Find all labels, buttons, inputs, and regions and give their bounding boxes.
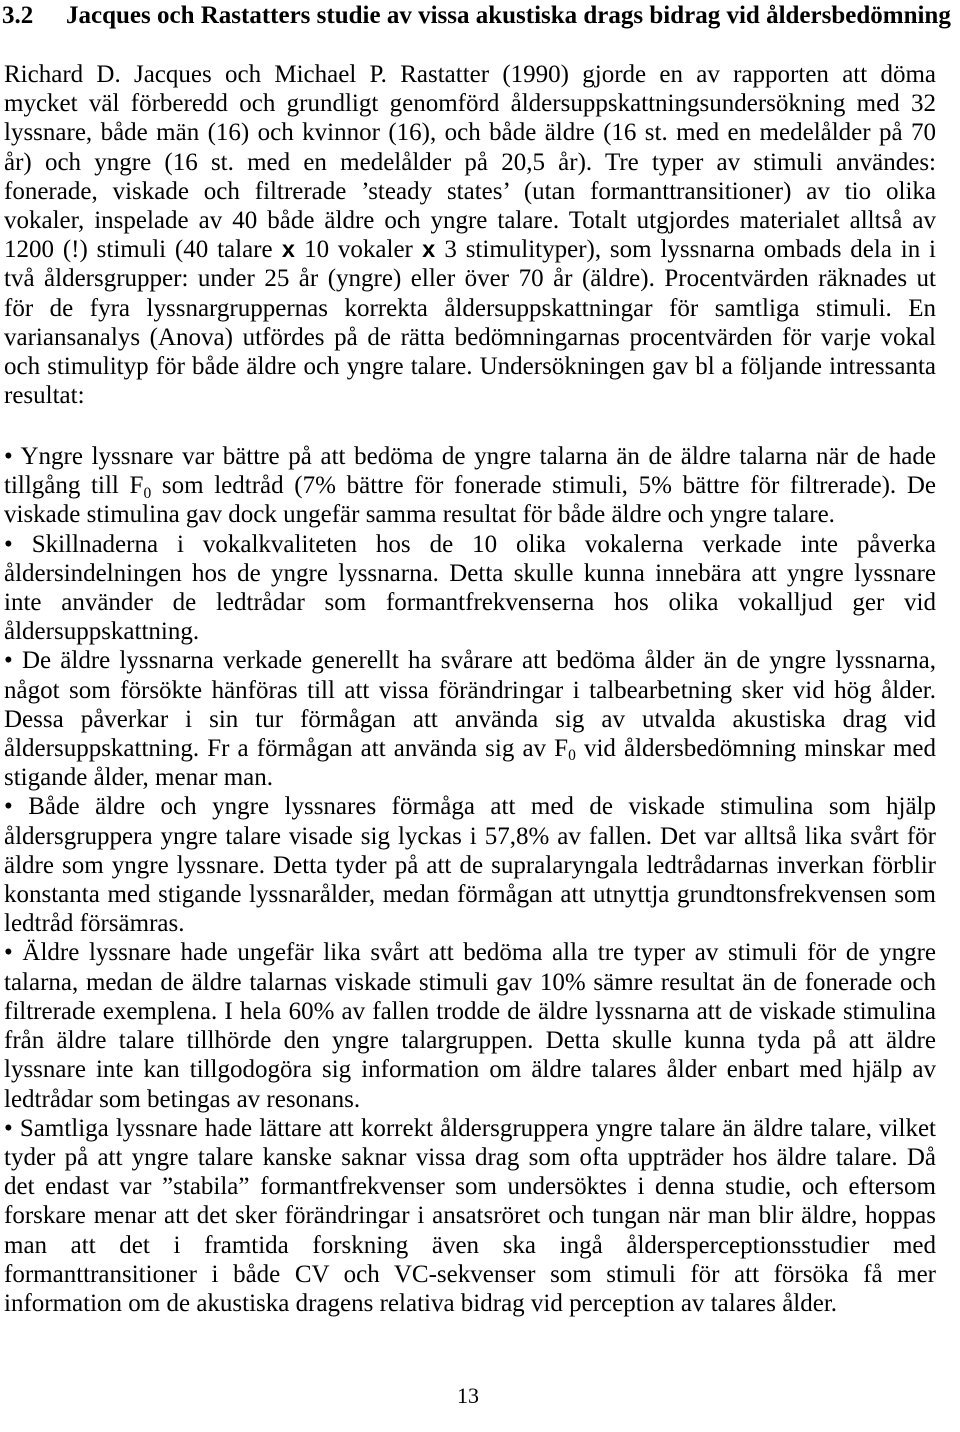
line-text: man att det i framtida forskning även ska ingå åldersperceptionsstudier med [4,1231,936,1259]
text-line [4,1289,936,1318]
line-text: resultat: [4,382,85,410]
line-text: 3 stimulityper), som lyssnarna ombads dela in i [435,236,936,264]
text-line [4,1172,936,1201]
line-text: Dessa påverkar i sin tur förmågan att använda sig av utvalda akustiska drag vid [4,705,936,733]
line-text: något som försökte hänföras till att vissa förändringar i talbearbetning sker vid hög ålder. [4,676,936,704]
section-title: Jacques och Rastatters studie av vissa akustiska drags bidrag vid åldersbedömning [66,2,951,29]
line-text: talarna, medan de äldre talarnas viskade stimuli gav 10% sämre resultat än de fonerade och [4,968,936,996]
text-line [4,323,936,352]
line-text: åldersuppskattning. [4,618,200,646]
text-line [4,148,936,177]
text-line [4,1201,936,1230]
bullet-item [4,792,936,938]
line-text: tyder på att yngre talare kanske saknar vissa drag som ofta uppträder hos äldre talare. Då [4,1143,936,1171]
line-text: år) och yngre (16 st. med en medelålder på 20,5 år). Tre typer av stimuli användes: [4,148,936,176]
line-text: vokaler, inspelade av 40 både äldre och yngre talare. Totalt utgjordes materialet alltså av [4,207,936,235]
text-line [4,1085,936,1114]
text-line [4,264,936,293]
line-text: ledtråd försämras. [4,910,185,938]
text-line [4,1026,936,1055]
line-text: lyssnare, både män (16) och kvinnor (16), och både äldre (16 st. med en medelålder på 70 [4,119,936,147]
text-line [4,938,936,967]
line-text: stigande ålder, menar man. [4,764,274,792]
text-line [4,646,936,675]
text-line [4,909,936,938]
text-line [4,89,936,118]
text-line [4,177,936,206]
multiplication-sign: x [421,238,436,265]
line-text: formanttransitioner i både CV och VC-sekvenser som stimuli för att försöka få mer [4,1260,936,1288]
line-text: två åldersgrupper: under 25 år (yngre) eller över 70 år (äldre). Procentvärden räknades ut [4,265,936,293]
line-text: filtrerade exemplena. I hela 60% av fallen trodde de äldre lyssnarna att de viskade stimulina [4,997,936,1025]
text-line [4,705,936,734]
text-line [4,206,936,235]
paragraph [4,60,936,410]
line-text: som ledtråd (7% bättre för fonerade stimuli, 5% bättre för filtrerade). De [151,472,936,500]
line-text: 1200 (!) stimuli (40 talare [4,236,282,264]
line-text: De äldre lyssnarna verkade generellt ha svårare att bedöma ålder än de yngre lyssnarna, [21,647,936,675]
section-heading [0,1,960,31]
text-line [4,500,936,529]
text-line [4,1114,936,1143]
bullet-item [4,530,936,647]
bullet-icon: • [4,793,13,821]
text-line [4,442,936,471]
bullet-item [4,442,936,530]
line-text: Både äldre och yngre lyssnares förmåga att med de viskade stimulina som hjälp [28,793,937,821]
text-line [4,471,936,500]
subscript-text: 0 [568,747,576,765]
line-text: åldersgruppera yngre talare visade sig lyckas i 57,8% av fallen. Det var alltså lika svårt för [4,822,936,850]
bullet-icon: • [4,443,13,471]
line-text: det endast var ”stabila” formantfrekvenser som undersöktes i denna studie, och eftersom [4,1173,936,1201]
multiplication-sign: x [281,238,296,265]
text-line [4,118,936,147]
bullet-icon: • [4,530,13,558]
text-line [4,1055,936,1084]
text-line [4,734,936,763]
line-text: från äldre talare tillhörde den yngre talargruppen. Detta skulle kunna tyda på att äldre [4,1027,936,1055]
text-line [4,381,936,410]
line-text: information om de akustiska dragens relativa bidrag vid perception av talares ålder. [4,1289,838,1317]
section-number: 3.2 [2,2,34,29]
line-text: inte använder de ledtrådar som formantfrekvenserna hos olika vokalljud ger vid [4,589,936,617]
line-text: vid åldersbedömning minskar med [575,735,936,763]
line-text: lyssnare inte kan tillgodogöra sig information om äldre talares ålder enbart med hjälp av [4,1056,936,1084]
line-text: och stimulityp för både äldre och yngre talare. Undersökningen gav bl a följande intressanta [4,353,936,381]
text-line [4,676,936,705]
line-text: Äldre lyssnare hade ungefär lika svårt att bedöma alla tre typer av stimuli för de yngre [22,939,936,967]
line-text: äldre som yngre lyssnare. Detta tyder på att de supralaryngala ledtrådarnas inverkan förblir [4,851,936,879]
text-line [4,763,936,792]
text-line [4,792,936,821]
line-text: för de fyra lyssnargruppernas korrekta åldersuppskattningar för samtliga stimuli. En [4,294,936,322]
bullet-item [4,938,936,1113]
line-text: viskade stimulina gav dock ungefär samma resultat för både äldre och yngre talare. [4,501,835,529]
text-line [4,60,936,89]
bullet-icon: • [4,1114,13,1142]
bullet-item [4,646,936,792]
text-line [4,1143,936,1172]
text-line [4,1231,936,1260]
line-text: konstanta med stigande lyssnarålder, medan förmågan att utnyttja grundtonsfrekvensen som [4,881,936,909]
bullet-item [4,1114,936,1318]
text-line [4,559,936,588]
line-text: mycket väl förberedd och grundligt genomförd åldersuppskattningsundersökning med 32 [4,90,936,118]
page-number: 13 [457,1383,479,1408]
line-text: 10 vokaler [295,236,422,264]
text-line [4,588,936,617]
text-line [4,530,936,559]
line-text: variansanalys (Anova) utfördes på de rätta bedömningarnas procentvärden för varje vokal [4,323,936,351]
text-line [4,880,936,909]
bullet-icon: • [4,939,13,967]
text-line [4,235,936,264]
text-line [4,851,936,880]
subscript-text: 0 [143,484,152,502]
line-text: fonerade, viskade och filtrerade ’steady states’ (utan formanttransitioner) av tio olika [4,177,936,205]
line-text: forskare menar att det sker förändringar i ansatsröret och tungan när man blir äldre, hoppas [4,1202,936,1230]
text-line [4,968,936,997]
text-line [4,294,936,323]
line-text: Samtliga lyssnare hade lättare att korrekt åldersgruppera yngre talare än äldre talare, vilket [19,1114,936,1142]
line-text: Skillnaderna i vokalkvaliteten hos de 10 olika vokalerna verkade inte påverka [31,530,936,558]
line-text: åldersuppskattning. Fr a förmågan att använda sig av F [4,735,569,763]
line-text: Yngre lyssnare var bättre på att bedöma de yngre talarna än de äldre talarna när de hade [20,443,937,471]
line-text: ledtrådar som betingas av resonans. [4,1085,361,1113]
text-line [4,1260,936,1289]
text-line [4,822,936,851]
text-line [4,997,936,1026]
line-text: Richard D. Jacques och Michael P. Rastatter (1990) gjorde en av rapporten att döma [4,61,936,88]
bullet-icon: • [4,647,13,675]
body-text [4,60,936,1318]
text-line [4,617,936,646]
line-text: tillgång till F [4,472,144,500]
line-text: åldersindelningen hos de yngre lyssnarna. Detta skulle kunna innebära att yngre lyssnare [4,559,936,587]
text-line [4,352,936,381]
